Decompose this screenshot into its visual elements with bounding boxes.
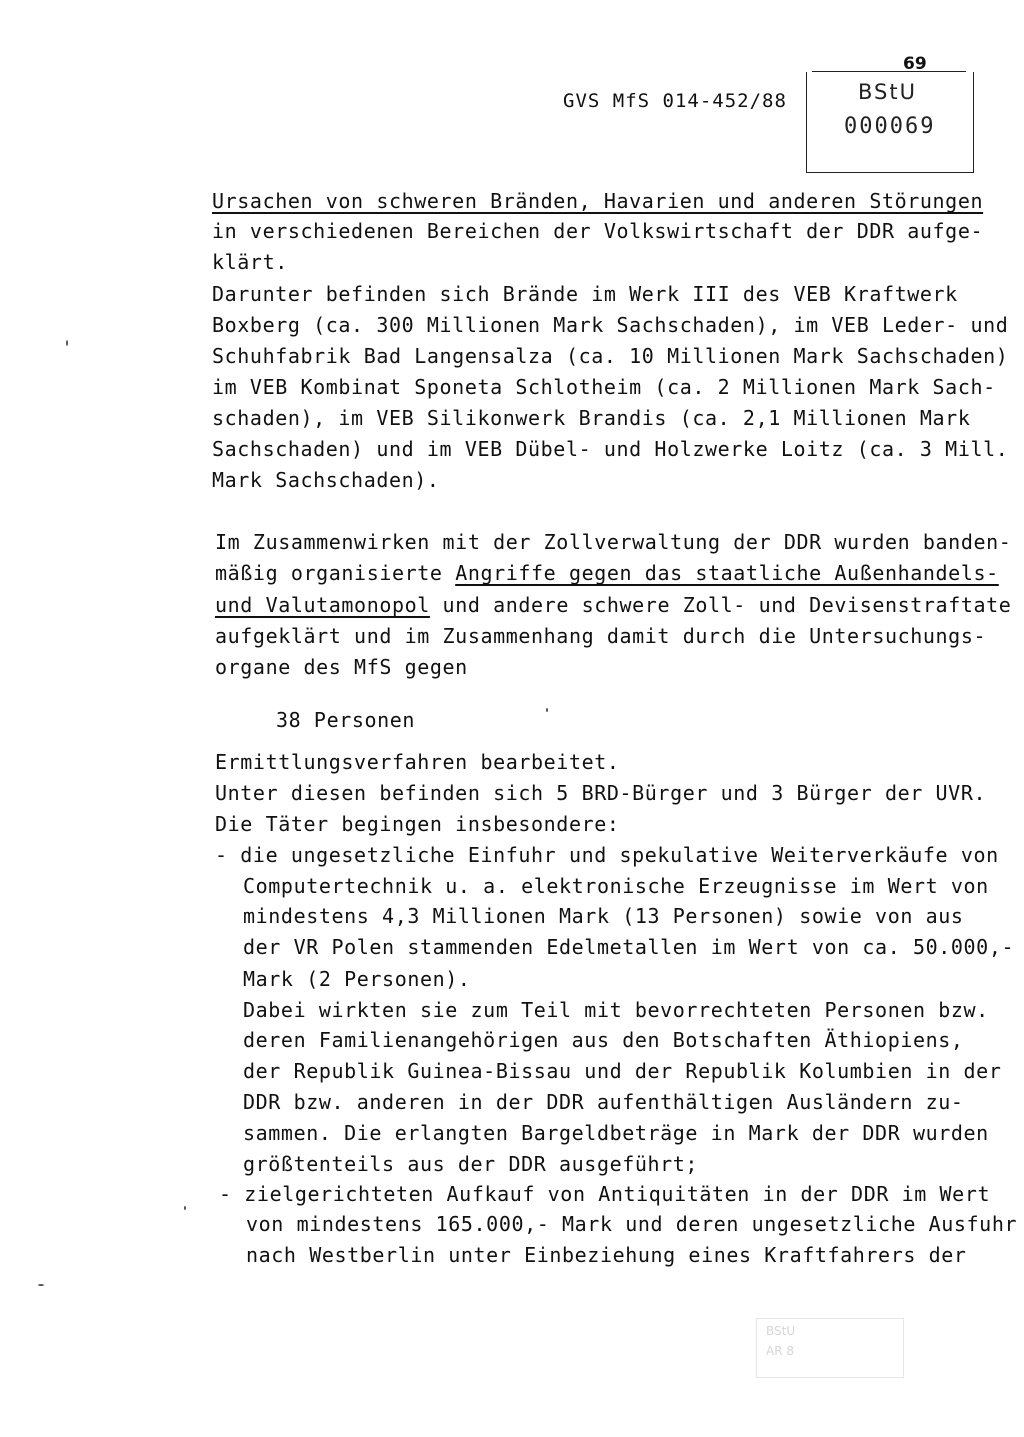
- text-line: [243, 932, 1014, 963]
- text-line: [215, 809, 620, 840]
- text-segment: nach Westberlin unter Einbeziehung eines Kraftfahrers der: [246, 1243, 967, 1267]
- text-segment: aufgeklärt und im Zusammenhang damit durch die Untersuchungs-: [215, 624, 987, 648]
- text-line: [215, 747, 620, 778]
- archive-stamp-label: BStU: [858, 80, 917, 104]
- text-line: [215, 590, 1011, 621]
- text-line: [219, 1179, 990, 1210]
- text-line: [243, 1087, 964, 1118]
- text-segment: Ermittlungsverfahren bearbeitet.: [215, 750, 620, 774]
- text-segment: DDR bzw. anderen in der DDR aufenthältigen Ausländern zu-: [243, 1090, 964, 1114]
- text-segment: Die Täter begingen insbesondere:: [215, 812, 620, 836]
- page-number: 69: [903, 54, 927, 74]
- text-line: [276, 705, 415, 736]
- document-reference: GVS MfS 014-452/88: [563, 90, 787, 112]
- text-line: [243, 1025, 964, 1056]
- text-segment: Schuhfabrik Bad Langensalza (ca. 10 Millionen Mark Sachschaden): [212, 344, 1009, 368]
- text-segment: Computertechnik u. a. elektronische Erzeugnisse im Wert von: [243, 874, 989, 898]
- underlined-text: und Valutamonopol: [215, 593, 430, 617]
- text-line: [215, 840, 999, 871]
- text-segment: deren Familienangehörigen aus den Botschaften Äthiopiens,: [243, 1028, 964, 1052]
- text-segment: größtenteils aus der DDR ausgeführt;: [243, 1152, 699, 1176]
- text-segment: Dabei wirkten sie zum Teil mit bevorrechteten Personen bzw.: [243, 998, 989, 1022]
- text-segment: organe des MfS gegen: [215, 655, 468, 679]
- text-segment: Sachschaden) und im VEB Dübel- und Holzwerke Loitz (ca. 3 Mill.: [212, 437, 1009, 461]
- text-segment: mäßig organisierte: [215, 561, 456, 585]
- text-line: [212, 247, 288, 278]
- text-line: [215, 778, 986, 809]
- text-line: [215, 621, 986, 652]
- text-line: [212, 341, 1008, 372]
- text-line: [212, 434, 1008, 465]
- text-line: [243, 1056, 1001, 1087]
- archive-stamp-number: 000069: [844, 114, 936, 139]
- text-line: [215, 652, 468, 683]
- faint-stamp-label: BStU: [766, 1324, 796, 1338]
- scan-speck: [546, 708, 548, 712]
- text-line: [212, 403, 970, 434]
- text-line: [243, 901, 964, 932]
- text-segment: der Republik Guinea-Bissau und der Republik Kolumbien in der: [243, 1059, 1002, 1083]
- text-line: [215, 527, 1011, 558]
- text-segment: mindestens 4,3 Millionen Mark (13 Personen) sowie von aus: [243, 904, 964, 928]
- text-segment: Unter diesen befinden sich 5 BRD-Bürger und 3 Bürger der UVR.: [215, 781, 987, 805]
- text-line: [212, 465, 440, 496]
- text-segment: von mindestens 165.000,- Mark und deren ungesetzliche Ausfuhr: [246, 1212, 1018, 1236]
- text-segment: Darunter befinden sich Brände im Werk III des VEB Kraftwerk: [212, 282, 958, 306]
- text-line: [246, 1240, 967, 1271]
- text-line: [243, 1149, 698, 1180]
- underlined-text: Angriffe gegen das staatliche Außenhandels-: [455, 561, 999, 585]
- text-line: [212, 186, 983, 217]
- text-segment: Mark (2 Personen).: [243, 967, 471, 991]
- text-line: [243, 964, 471, 995]
- text-line: [212, 310, 1008, 341]
- scan-speck: [66, 340, 68, 346]
- text-line: [243, 995, 989, 1026]
- text-segment: - die ungesetzliche Einfuhr und spekulative Weiterverkäufe von: [215, 843, 999, 867]
- text-segment: Mark Sachschaden).: [212, 468, 440, 492]
- text-segment: - zielgerichteten Aufkauf von Antiquitäten in der DDR im Wert: [219, 1182, 991, 1206]
- faint-stamp-number: AR 8: [766, 1344, 794, 1358]
- scan-speck: [184, 1206, 186, 1210]
- underlined-text: Ursachen von schweren Bränden, Havarien und anderen Störungen: [212, 189, 984, 213]
- text-line: [212, 279, 958, 310]
- text-line: [215, 558, 999, 589]
- text-line: [212, 372, 996, 403]
- scan-speck: [38, 1284, 44, 1286]
- text-segment: im VEB Kombinat Sponeta Schlotheim (ca. 2 Millionen Mark Sach-: [212, 375, 996, 399]
- text-segment: in verschiedenen Bereichen der Volkswirtschaft der DDR aufge-: [212, 219, 984, 243]
- text-segment: der VR Polen stammenden Edelmetallen im Wert von ca. 50.000,-: [243, 935, 1015, 959]
- text-segment: schaden), im VEB Silikonwerk Brandis (ca. 2,1 Millionen Mark: [212, 406, 971, 430]
- text-line: [243, 1118, 989, 1149]
- text-segment: und andere schwere Zoll- und Devisenstraftate: [429, 593, 1012, 617]
- text-segment: klärt.: [212, 250, 288, 274]
- text-segment: Boxberg (ca. 300 Millionen Mark Sachschaden), im VEB Leder- und: [212, 313, 1009, 337]
- text-line: [243, 871, 989, 902]
- text-segment: 38 Personen: [276, 708, 416, 732]
- text-segment: Im Zusammenwirken mit der Zollverwaltung der DDR wurden banden-: [215, 530, 1012, 554]
- text-segment: sammen. Die erlangten Bargeldbeträge in Mark der DDR wurden: [243, 1121, 989, 1145]
- text-line: [212, 216, 983, 247]
- text-line: [246, 1209, 1017, 1240]
